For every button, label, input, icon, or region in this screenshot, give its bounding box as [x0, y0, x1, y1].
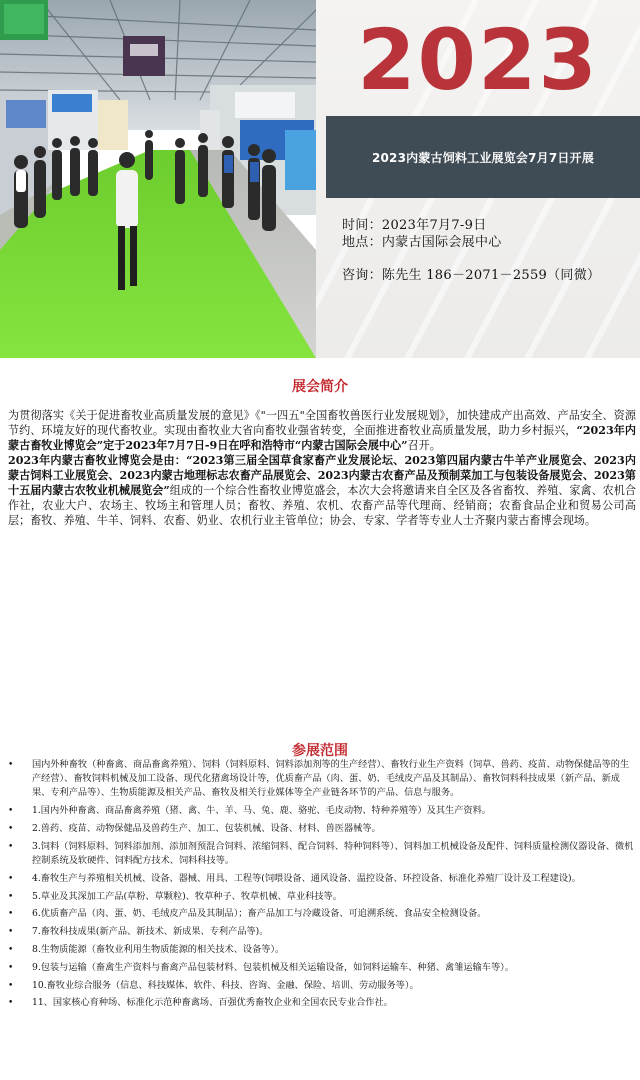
banner-info-panel — [316, 0, 640, 358]
intro-p2-bold: “2023第三届全国草食家畜产业发展论坛、2023第四届内蒙古牛羊产业展览会、2023内蒙古饲料工业展览会、2023内蒙古地理标志农畜产品展览会、2023内蒙古农畜产品及预制菜加工与包装设备展览会、2023第十五届内蒙古农牧业机械展览会” — [8, 454, 636, 497]
intro-heading: 展会简介 — [292, 379, 348, 395]
scope-list-item: • 11、国家核心育种场、标准化示范种畜禽场、百强优秀畜牧企业和全国农民专业合作社。 — [8, 996, 636, 1010]
intro-p1-end: 召开。 — [407, 439, 441, 452]
scope-list — [8, 758, 636, 1014]
scope-list-item: • 国内外种畜牧（种畜禽、商品畜禽养殖）、饲料（饲料原料、饲料添加剂等的生产经营）、畜牧行业生产资料（饲草、兽药、疫苗、动物保健品等的生产经营）、畜牧饲料机械及加工设备、现代化猪禽场设计等，优质畜产品（肉、蛋、奶、毛绒皮产品及其制品）、畜牧饲料科技成果（新产品、新成果、专利产品等）、生物质能源及相关产品、畜牧及相关行业媒体等全产业链各环节的产品、信息与服务。 — [8, 758, 636, 801]
banner-title-bar — [326, 116, 640, 198]
intro-p1-text: 为贯彻落实《关于促进畜牧业高质量发展的意见》《"一四五"全国畜牧兽医行业发展规划》，加快建成产出高效、产品安全、资源节约、环境友好的现代畜牧业。实现由畜牧业大省向畜牧业强省转变，全面推进畜牧业高质量发展，助力乡村振兴， — [8, 409, 636, 437]
scope-list-item: • 5.草业及其深加工产品(草粉、草颗粒)、牧草种子、牧草机械、草业科技等。 — [8, 890, 636, 904]
scope-heading: 参展范围 — [292, 743, 348, 759]
intro-paragraph-1 — [8, 408, 636, 453]
event-location: 地点：内蒙古国际会展中心 — [342, 235, 502, 250]
scope-list-item: • 9.包装与运输（畜禽生产资料与畜禽产品包装材料、包装机械及相关运输设备，如饲料运输车、种猪、禽雏运输车等）。 — [8, 961, 636, 975]
intro-text — [8, 408, 636, 528]
banner-title: 2023内蒙古饲料工业展览会7月7日开展 — [371, 150, 595, 165]
exhibition-hall-illustration — [0, 0, 316, 358]
intro-p2-text: 组成的一个综合性畜牧业博览盛会，本次大会将邀请来自全区及各省畜牧、养殖、家禽、农机合作社，农业大户、农场主、牧场主和管理人员；畜牧、养殖、农机、农畜产品等代理商、经销商；农畜食品企业和贸易公司高层；畜牧、养殖、牛羊、饲料、农畜、奶业、农机行业主管单位；协会、专家、学者等专业人士齐聚内蒙古畜博会现场。 — [8, 484, 636, 527]
intro-paragraph-2 — [8, 453, 636, 528]
intro-p1-bold: “2023年内蒙古畜牧业博览会”定于2023年7月7日-9日在呼和浩特市“内蒙古国际会展中心” — [8, 424, 636, 452]
event-banner — [0, 0, 640, 358]
banner-year: 2023 — [357, 11, 599, 109]
scope-list-item: • 1.国内外种畜禽、商品畜禽养殖（猪、禽、牛、羊、马、兔、鹿、骆驼、毛皮动物、特种养殖等）及其生产资料。 — [8, 804, 636, 818]
scope-list-item: • 3.饲料（饲料原料、饲料添加剂、添加剂预混合饲料、浓缩饲料、配合饲料、特种饲料等）、饲料加工机械设备及配件、饲料质量检测仪器设备、微机控制系统及软硬件、饲料配方技术、饲料科技等。 — [8, 840, 636, 868]
scope-list-item: • 8.生物质能源（畜牧业利用生物质能源的相关技术、设备等）。 — [8, 943, 636, 957]
scope-list-item: • 4.畜牧生产与养殖相关机械、设备、器械、用具、工程等(饲喂设备、通风设备、温控设备、环控设备、标准化养殖厂设计及工程建设)。 — [8, 872, 636, 886]
event-time: 时间：2023年7月7-9日 — [342, 218, 487, 233]
intro-p2-lead: 2023年内蒙古畜牧业博览会是由： — [8, 454, 187, 467]
scope-list-item: • 7.畜牧科技成果(新产品、新技术、新成果、专利产品等)。 — [8, 925, 636, 939]
scope-list-item: • 10.畜牧业综合服务（信息、科技媒体、软件、科技、咨询、金融、保险、培训、劳动服务等）。 — [8, 979, 636, 993]
event-contact: 咨询：陈先生 186－2071－2559（同微） — [342, 268, 601, 283]
scope-list-item: • 6.优质畜产品（肉、蛋、奶、毛绒皮产品及其制品）；畜产品加工与冷藏设备、可追溯系统、食品安全检测设备。 — [8, 907, 636, 921]
scope-list-item: • 2.兽药、疫苗、动物保健品及兽药生产、加工、包装机械、设备、材料、兽医器械等。 — [8, 822, 636, 836]
exhibition-hall-photo — [0, 0, 316, 358]
